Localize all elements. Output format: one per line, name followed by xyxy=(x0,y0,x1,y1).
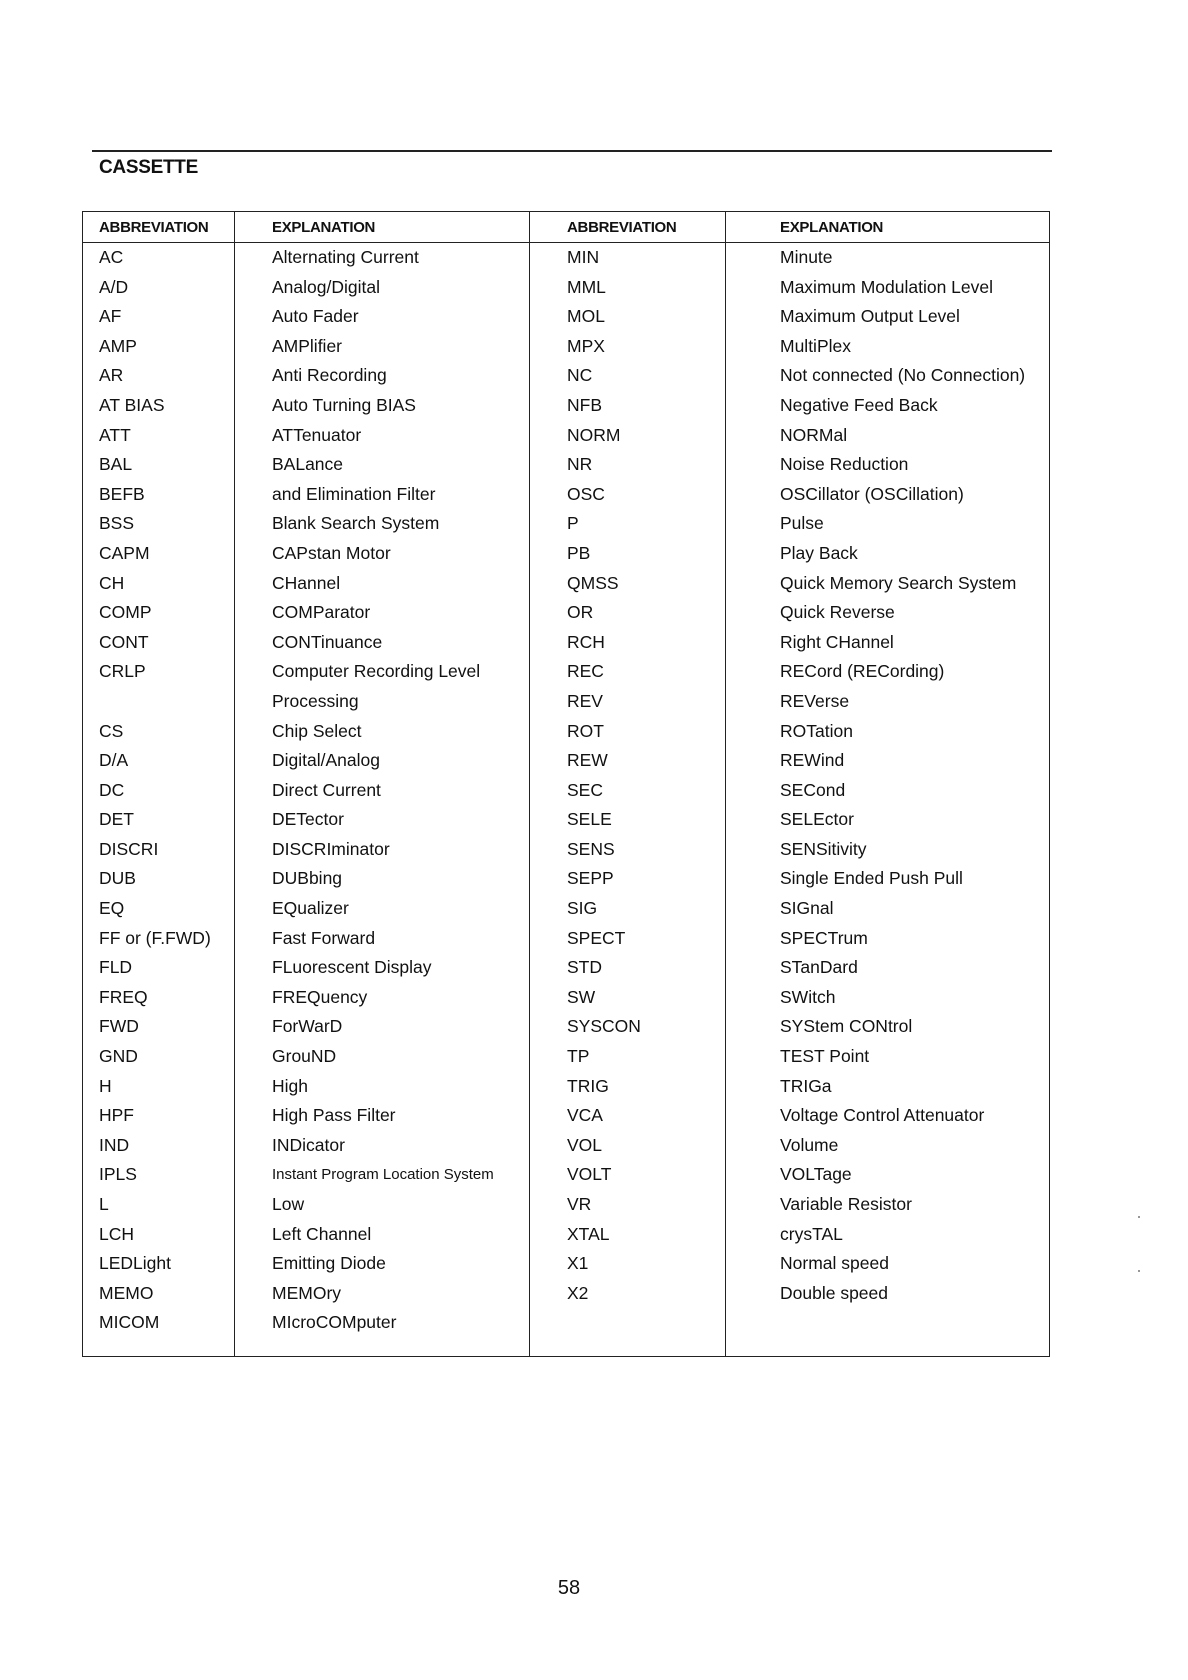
abbreviation-cell: IND xyxy=(99,1134,130,1155)
abbreviation-cell: A/D xyxy=(99,276,129,297)
explanation-cell: Processing xyxy=(272,690,359,711)
explanation-cell: Alternating Current xyxy=(272,247,419,267)
abbreviation-table xyxy=(82,211,1050,1357)
explanation-cell: Negative Feed Back xyxy=(780,394,938,415)
explanation-cell: Maximum Output Level xyxy=(780,306,960,327)
abbreviation-cell: NR xyxy=(567,454,593,475)
abbreviation-cell: CRLP xyxy=(99,661,146,682)
abbreviation-cell: MIN xyxy=(567,247,600,267)
abbreviation-cell: P xyxy=(567,513,579,534)
abbreviation-cell: MICOM xyxy=(99,1312,160,1333)
explanation-cell: Normal speed xyxy=(780,1253,889,1274)
abbreviation-cell: FREQ xyxy=(99,986,148,1007)
abbreviation-cell: VCA xyxy=(567,1105,603,1126)
abbreviation-cell: NC xyxy=(567,365,593,386)
explanation-cell: SENSitivity xyxy=(780,838,867,859)
explanation-cell: Low xyxy=(272,1194,305,1214)
explanation-cell: Anti Recording xyxy=(272,365,387,386)
explanation-cell: Right CHannel xyxy=(780,631,894,652)
abbreviation-cell: LCH xyxy=(99,1223,135,1244)
abbreviation-list-right xyxy=(530,243,725,1308)
abbreviation-cell: VOL xyxy=(567,1134,603,1155)
explanation-cell: Quick Memory Search System xyxy=(780,572,1017,593)
explanation-cell: Digital/Analog xyxy=(272,750,380,771)
explanation-cell: ATTenuator xyxy=(272,424,362,445)
abbreviation-cell: MEMO xyxy=(99,1282,154,1303)
explanation-cell: MIcroCOMputer xyxy=(272,1312,397,1333)
abbreviation-cell: FWD xyxy=(99,1016,139,1037)
explanation-cell: Play Back xyxy=(780,542,858,563)
explanation-cell: SIGnal xyxy=(780,898,834,919)
abbreviation-cell: EQ xyxy=(99,898,125,919)
abbreviation-cell: CONT xyxy=(99,631,149,652)
explanation-cell: TRIGa xyxy=(780,1075,832,1096)
abbreviation-cell: SIG xyxy=(567,898,598,919)
scan-speck xyxy=(1138,1216,1140,1218)
explanation-cell: EQualizer xyxy=(272,898,349,919)
abbreviation-cell: COMP xyxy=(99,602,152,623)
column-abbreviation-left xyxy=(83,212,234,1356)
abbreviation-cell: IPLS xyxy=(99,1164,137,1185)
explanation-list-right xyxy=(726,243,1049,1308)
abbreviation-cell: BEFB xyxy=(99,483,145,504)
explanation-cell: MultiPlex xyxy=(780,335,851,356)
abbreviation-cell: X1 xyxy=(567,1253,589,1274)
explanation-cell: High xyxy=(272,1075,308,1096)
abbreviation-cell: REC xyxy=(567,661,604,682)
explanation-cell: Double speed xyxy=(780,1282,888,1303)
abbreviation-cell: AR xyxy=(99,365,124,386)
abbreviation-cell: AMP xyxy=(99,335,137,356)
abbreviation-cell: DUB xyxy=(99,868,136,889)
explanation-cell: BALance xyxy=(272,454,344,475)
abbreviation-cell: D/A xyxy=(99,750,129,771)
abbreviation-cell: AC xyxy=(99,247,124,267)
abbreviation-cell: CS xyxy=(99,720,124,741)
explanation-cell: Voltage Control Attenuator xyxy=(780,1105,985,1126)
abbreviation-cell: STD xyxy=(567,957,602,978)
scan-speck xyxy=(1138,1270,1140,1272)
abbreviation-cell: SPECT xyxy=(567,927,626,948)
explanation-cell: REWind xyxy=(780,750,845,771)
abbreviation-cell: LEDLight xyxy=(99,1253,171,1274)
explanation-cell: Auto Turning BIAS xyxy=(272,394,416,415)
explanation-cell: Maximum Modulation Level xyxy=(780,276,994,297)
abbreviation-cell: CH xyxy=(99,572,125,593)
explanation-cell: COMParator xyxy=(272,602,371,623)
explanation-cell: High Pass Filter xyxy=(272,1105,396,1126)
abbreviation-list-left xyxy=(83,243,234,1338)
explanation-cell: Chip Select xyxy=(272,720,362,741)
explanation-cell: NORMal xyxy=(780,424,848,445)
abbreviation-cell: RCH xyxy=(567,631,605,652)
page-number: 58 xyxy=(557,1577,581,1599)
explanation-cell: Analog/Digital xyxy=(272,276,380,297)
column-header-abbreviation-left: ABBREVIATION xyxy=(83,212,234,243)
abbreviation-cell: NFB xyxy=(567,394,602,415)
abbreviation-cell: OR xyxy=(567,602,594,623)
abbreviation-cell: AF xyxy=(99,306,122,327)
column-abbreviation-right xyxy=(529,212,725,1356)
explanation-cell: VOLTage xyxy=(780,1164,852,1185)
abbreviation-cell: TP xyxy=(567,1046,590,1067)
explanation-cell: CHannel xyxy=(272,572,341,593)
abbreviation-cell: DC xyxy=(99,779,125,800)
explanation-cell: INDicator xyxy=(272,1134,345,1155)
explanation-cell: Auto Fader xyxy=(272,306,359,327)
explanation-cell: Pulse xyxy=(780,513,824,534)
abbreviation-cell: FLD xyxy=(99,957,133,978)
abbreviation-cell: OSC xyxy=(567,483,605,504)
explanation-cell: Quick Reverse xyxy=(780,602,895,623)
explanation-cell: SELEctor xyxy=(780,809,854,830)
abbreviation-cell: SEPP xyxy=(567,868,614,889)
abbreviation-cell: L xyxy=(99,1194,109,1214)
column-header-abbreviation-right: ABBREVIATION xyxy=(530,212,725,243)
abbreviation-cell: PB xyxy=(567,542,591,563)
explanation-cell: Left Channel xyxy=(272,1223,372,1244)
explanation-cell: CAPstan Motor xyxy=(272,542,391,563)
explanation-cell: SPECTrum xyxy=(780,927,868,948)
abbreviation-cell: CAPM xyxy=(99,542,150,563)
explanation-cell: Not connected (No Connection) xyxy=(780,365,1026,386)
explanation-cell: FLuorescent Display xyxy=(272,957,432,978)
column-header-explanation-right: EXPLANATION xyxy=(726,212,1049,243)
abbreviation-cell: SYSCON xyxy=(567,1016,641,1037)
abbreviation-cell: ATT xyxy=(99,424,131,445)
explanation-cell: Single Ended Push Pull xyxy=(780,868,963,889)
abbreviation-cell: FF or (F.FWD) xyxy=(99,927,211,948)
abbreviation-cell: MML xyxy=(567,276,606,297)
explanation-cell: AMPlifier xyxy=(272,335,343,356)
explanation-cell: GrouND xyxy=(272,1046,337,1067)
explanation-cell: Minute xyxy=(780,247,833,267)
abbreviation-cell: DISCRI xyxy=(99,838,159,859)
column-header-explanation-left: EXPLANATION xyxy=(235,212,529,243)
explanation-cell: ForWarD xyxy=(272,1016,343,1037)
column-explanation-right xyxy=(725,212,1049,1356)
abbreviation-cell: MPX xyxy=(567,335,605,356)
explanation-cell: SECond xyxy=(780,779,846,800)
abbreviation-cell xyxy=(83,687,234,717)
abbreviation-cell: VOLT xyxy=(567,1164,612,1185)
explanation-cell: Direct Current xyxy=(272,779,381,800)
abbreviation-cell: SEC xyxy=(567,779,603,800)
header-rule xyxy=(92,150,1052,152)
abbreviation-cell: REV xyxy=(567,690,603,711)
section-title: CASSETTE xyxy=(99,157,198,178)
abbreviation-cell: VR xyxy=(567,1194,592,1214)
abbreviation-cell: HPF xyxy=(99,1105,134,1126)
column-explanation-left xyxy=(234,212,529,1356)
explanation-cell: CONTinuance xyxy=(272,631,383,652)
abbreviation-cell: AT BIAS xyxy=(99,394,165,415)
explanation-cell: Fast Forward xyxy=(272,927,376,948)
abbreviation-cell: ROT xyxy=(567,720,604,741)
abbreviation-cell: H xyxy=(99,1075,112,1096)
explanation-cell: Instant Program Location System xyxy=(272,1166,494,1184)
abbreviation-cell: XTAL xyxy=(567,1223,610,1244)
explanation-cell: Computer Recording Level xyxy=(272,661,481,682)
abbreviation-cell: SW xyxy=(567,986,596,1007)
explanation-cell: Blank Search System xyxy=(272,513,440,534)
explanation-cell: Variable Resistor xyxy=(780,1194,912,1214)
explanation-cell: TEST Point xyxy=(780,1046,870,1067)
explanation-cell: DUBbing xyxy=(272,868,343,889)
abbreviation-cell: BAL xyxy=(99,454,133,475)
explanation-cell: OSCillator (OSCillation) xyxy=(780,483,964,504)
abbreviation-cell: NORM xyxy=(567,424,621,445)
explanation-cell: RECord (RECording) xyxy=(780,661,945,682)
explanation-cell: ROTation xyxy=(780,720,853,741)
abbreviation-cell: GND xyxy=(99,1046,138,1067)
abbreviation-cell: SENS xyxy=(567,838,615,859)
explanation-cell: Volume xyxy=(780,1134,839,1155)
abbreviation-cell: BSS xyxy=(99,513,135,534)
explanation-cell: SYStem CONtrol xyxy=(780,1016,913,1037)
explanation-cell: DISCRIminator xyxy=(272,838,390,859)
explanation-cell: Noise Reduction xyxy=(780,454,909,475)
abbreviation-cell: DET xyxy=(99,809,134,830)
explanation-cell: Emitting Diode xyxy=(272,1253,386,1274)
explanation-cell: REVerse xyxy=(780,690,850,711)
abbreviation-cell: QMSS xyxy=(567,572,619,593)
abbreviation-cell: REW xyxy=(567,750,608,771)
abbreviation-cell: MOL xyxy=(567,306,605,327)
explanation-cell: SWitch xyxy=(780,986,836,1007)
explanation-cell: crysTAL xyxy=(780,1223,843,1244)
explanation-cell: and Elimination Filter xyxy=(272,483,436,504)
explanation-cell: MEMOry xyxy=(272,1282,342,1303)
abbreviation-cell: TRIG xyxy=(567,1075,609,1096)
explanation-cell: FREQuency xyxy=(272,986,368,1007)
abbreviation-cell: SELE xyxy=(567,809,612,830)
explanation-list-left xyxy=(235,243,529,1338)
abbreviation-cell: X2 xyxy=(567,1282,589,1303)
explanation-cell: STanDard xyxy=(780,957,858,978)
explanation-cell: DETector xyxy=(272,809,344,830)
